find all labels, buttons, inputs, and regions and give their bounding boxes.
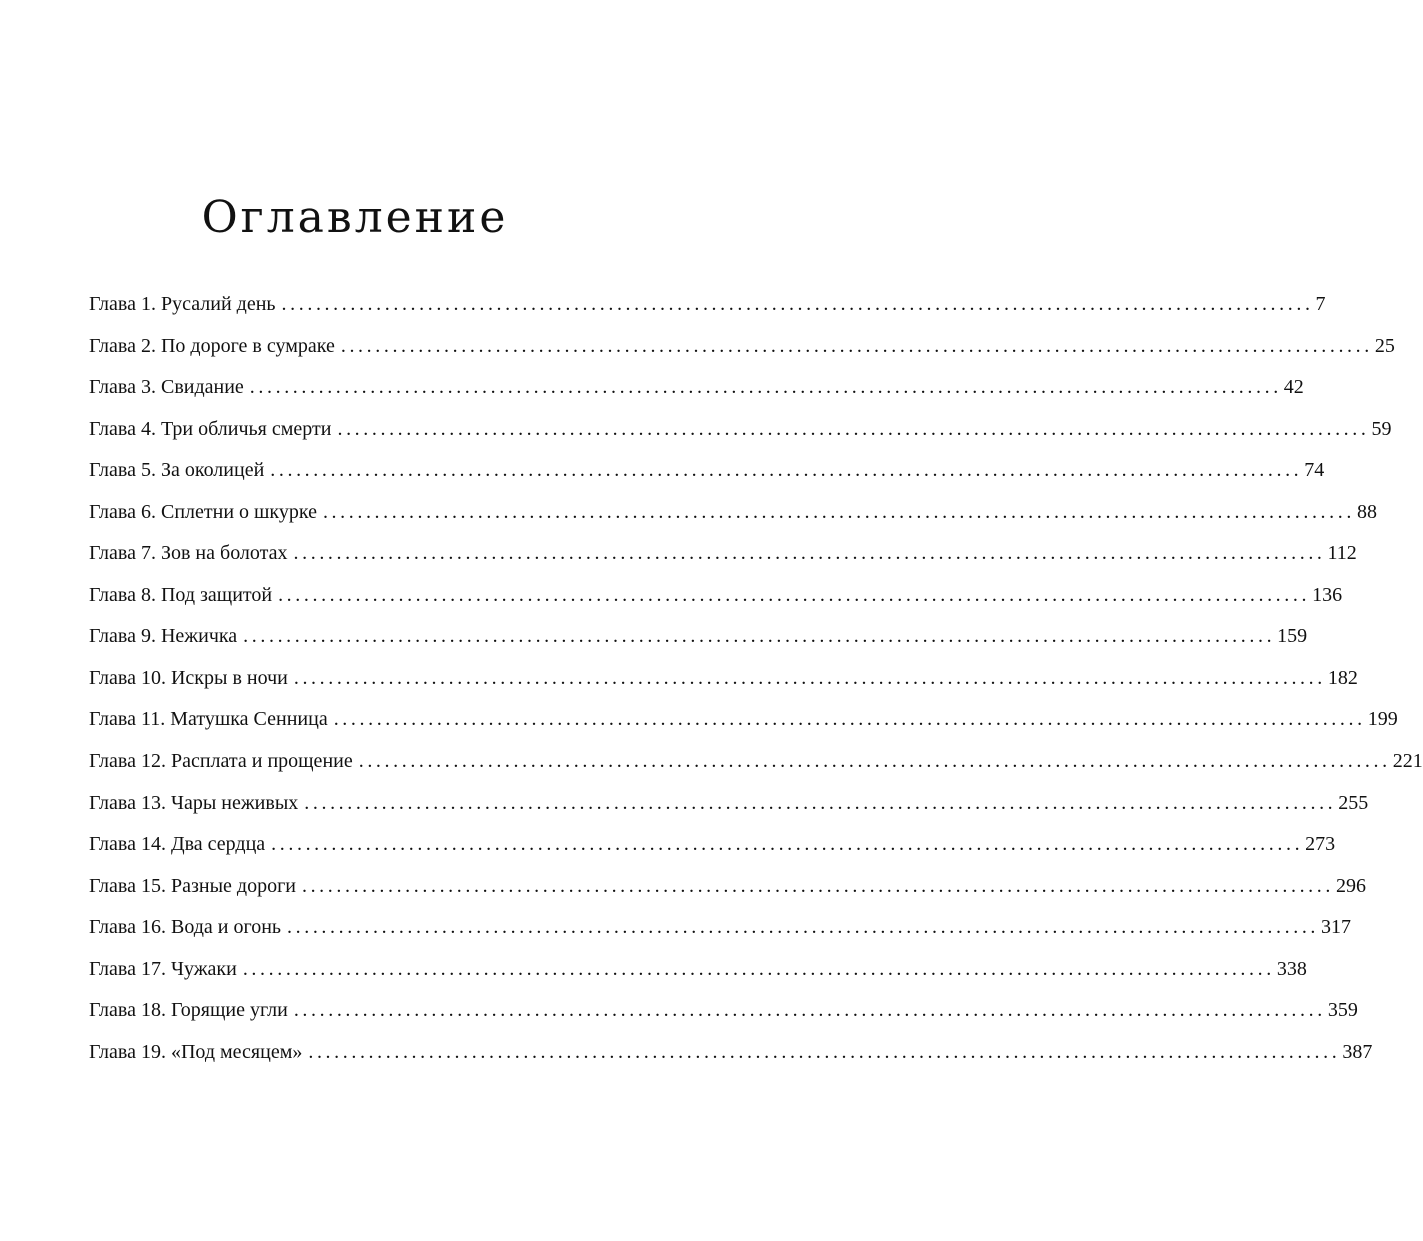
chapter-title: Глава 15. Разные дороги [89, 874, 296, 897]
toc-entry [89, 493, 1377, 535]
dot-leader: ........................................................................................................................ [337, 417, 1370, 440]
dot-leader: ........................................................................................................................ [322, 500, 1355, 523]
dot-leader: ........................................................................................................................ [278, 583, 1311, 606]
toc-entry [89, 991, 1358, 1033]
page-number: 317 [1321, 916, 1352, 939]
toc-entry [89, 327, 1395, 369]
chapter-title: Глава 11. Матушка Сенница [89, 708, 328, 731]
page-number: 159 [1277, 625, 1308, 648]
chapter-title: Глава 5. За околицей [89, 459, 265, 482]
toc-entry [89, 368, 1304, 410]
page-number: 7 [1315, 293, 1326, 315]
toc-entry [89, 700, 1398, 742]
page-number: 136 [1312, 583, 1343, 606]
chapter-title: Глава 1. Русалий день [89, 293, 276, 315]
dot-leader: ........................................................................................................................ [293, 666, 1326, 689]
toc-entry [89, 410, 1392, 452]
toc-entry [89, 867, 1366, 909]
toc-entry [89, 285, 1326, 327]
chapter-title: Глава 6. Сплетни о шкурке [89, 500, 317, 523]
page-number: 42 [1283, 376, 1304, 399]
page-number: 182 [1327, 666, 1358, 689]
page-title: Оглавление [201, 192, 509, 243]
dot-leader: ........................................................................................................................ [293, 999, 1326, 1022]
dot-leader: ........................................................................................................................ [287, 916, 1320, 939]
page-number: 338 [1276, 957, 1307, 980]
page-number: 59 [1371, 417, 1392, 440]
dot-leader: ........................................................................................................................ [242, 957, 1275, 980]
page-number: 199 [1367, 708, 1398, 731]
page-number: 112 [1327, 542, 1357, 565]
toc-entry [89, 576, 1343, 618]
toc-entry [89, 908, 1352, 950]
page-number: 296 [1335, 874, 1366, 897]
chapter-title: Глава 10. Искры в ночи [89, 666, 288, 689]
chapter-title: Глава 17. Чужаки [89, 957, 237, 980]
page-number: 273 [1305, 833, 1336, 856]
toc-entry [89, 950, 1307, 992]
dot-leader: ........................................................................................................................ [333, 708, 1366, 731]
chapter-title: Глава 12. Расплата и прощение [89, 750, 353, 773]
chapter-title: Глава 13. Чары неживых [89, 791, 299, 814]
toc-entry [89, 784, 1369, 826]
toc-entry [89, 534, 1357, 576]
table-of-contents [89, 285, 1423, 1074]
toc-entry [89, 451, 1325, 493]
dot-leader: ........................................................................................................................ [340, 334, 1373, 357]
page-number: 74 [1304, 459, 1325, 482]
page-number: 387 [1342, 1040, 1373, 1063]
page-number: 221 [1392, 750, 1423, 773]
chapter-title: Глава 14. Два сердца [89, 833, 266, 856]
page-number: 25 [1374, 334, 1395, 357]
dot-leader: ........................................................................................................................ [270, 459, 1303, 482]
toc-entry [89, 742, 1423, 784]
chapter-title: Глава 16. Вода и огонь [89, 916, 282, 939]
dot-leader: ........................................................................................................................ [271, 833, 1304, 856]
chapter-title: Глава 8. Под защитой [89, 583, 273, 606]
dot-leader: ........................................................................................................................ [243, 625, 1276, 648]
dot-leader: ........................................................................................................................ [304, 791, 1337, 814]
page-number: 255 [1338, 791, 1369, 814]
dot-leader: ........................................................................................................................ [293, 542, 1326, 565]
page-number: 88 [1356, 500, 1377, 523]
chapter-title: Глава 7. Зов на болотах [89, 542, 288, 565]
dot-leader: ........................................................................................................................ [249, 376, 1282, 399]
chapter-title: Глава 4. Три обличья смерти [89, 417, 332, 440]
chapter-title: Глава 2. По дороге в сумраке [89, 334, 335, 357]
chapter-title: Глава 19. «Под месяцем» [89, 1040, 303, 1063]
chapter-title: Глава 18. Горящие угли [89, 999, 288, 1022]
dot-leader: ........................................................................................................................ [358, 750, 1391, 773]
toc-entry [89, 825, 1336, 867]
dot-leader: ........................................................................................................................ [301, 874, 1334, 897]
dot-leader: ........................................................................................................................ [308, 1040, 1341, 1063]
chapter-title: Глава 9. Нежичка [89, 625, 238, 648]
dot-leader: ........................................................................................................................ [281, 293, 1314, 315]
toc-entry [89, 617, 1308, 659]
page-number: 359 [1327, 999, 1358, 1022]
toc-entry [89, 659, 1358, 701]
chapter-title: Глава 3. Свидание [89, 376, 244, 399]
toc-entry [89, 1033, 1373, 1075]
